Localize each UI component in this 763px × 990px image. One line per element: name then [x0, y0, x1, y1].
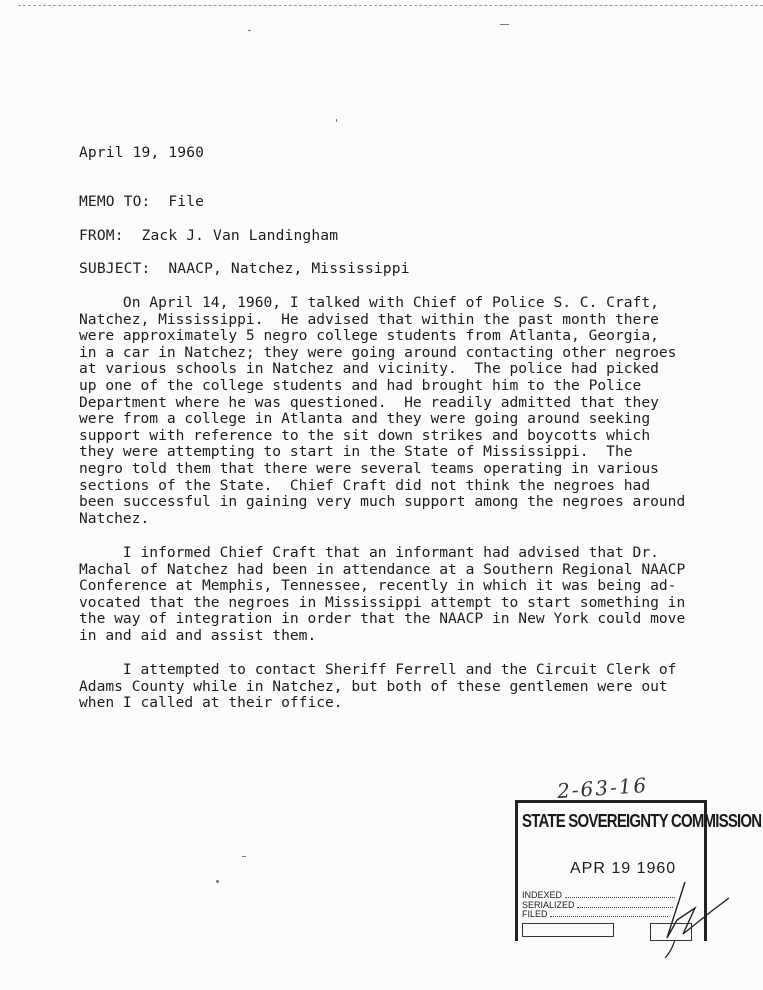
- memo-paragraph-1: On April 14, 1960, I talked with Chief of Police S. C. Craft, Natchez, Mississippi. He advised that within the past month there were approximately 5 negro college students from Atlanta, Georgia, in a car in Natchez; they were going around contacting other negroes at various schools in Natchez and vicinity. The police had picked up one of the college students and had brought him to the Police Department where he was questioned. He readily admitted that they were from a college in Atlanta and they were going around seeking support with reference to the sit down strikes and boycotts which they were attempting to start in the State of Mississippi. The negro told them that there were several teams operating in various sections of the State. Chief Craft did not think the negroes had been successful in gaining very much support among the negroes around Natchez.: [79, 294, 686, 527]
- scan-speck: [336, 119, 337, 122]
- memo-subject: SUBJECT: NAACP, Natchez, Mississippi: [79, 260, 410, 277]
- stamp-blank-box: [522, 923, 614, 937]
- scan-speck: [500, 24, 509, 25]
- stamp-field-serialized: SERIALIZED: [522, 899, 575, 910]
- memo-to: MEMO TO: File: [79, 193, 205, 210]
- memo-from: FROM: Zack J. Van Landingham: [79, 227, 339, 244]
- scan-speck: [216, 880, 219, 883]
- memo-paragraph-2: I informed Chief Craft that an informant had advised that Dr. Machal of Natchez had been in attendance at a Southern Regional NAACP Conference at Memphis, Tennessee, recently in which it was being ad- vocated that the negroes in Mississippi attempt to start something in the way of integration in order that the NAACP in New York could move in and aid and assist them.: [79, 544, 686, 644]
- stamp-field-filed: FILED: [522, 909, 548, 919]
- memo-paragraph-3: I attempted to contact Sheriff Ferrell and the Circuit Clerk of Adams County while in Natchez, but both of these gentlemen were out when I called at their office.: [79, 661, 677, 712]
- stamp-field-indexed: INDEXED: [522, 890, 563, 900]
- stamp-date: APR 19 1960: [570, 860, 677, 877]
- handwritten-scribble: [625, 880, 735, 960]
- scan-speck: [248, 30, 251, 31]
- handwritten-file-number: 2-63-16: [556, 772, 649, 804]
- scan-speck: [242, 856, 246, 857]
- commission-stamp: [505, 770, 762, 990]
- stamp-title: STATE SOVEREIGNTY COMMISSION: [522, 810, 762, 833]
- memo-date: April 19, 1960: [79, 144, 205, 161]
- page-top-edge: [18, 5, 763, 6]
